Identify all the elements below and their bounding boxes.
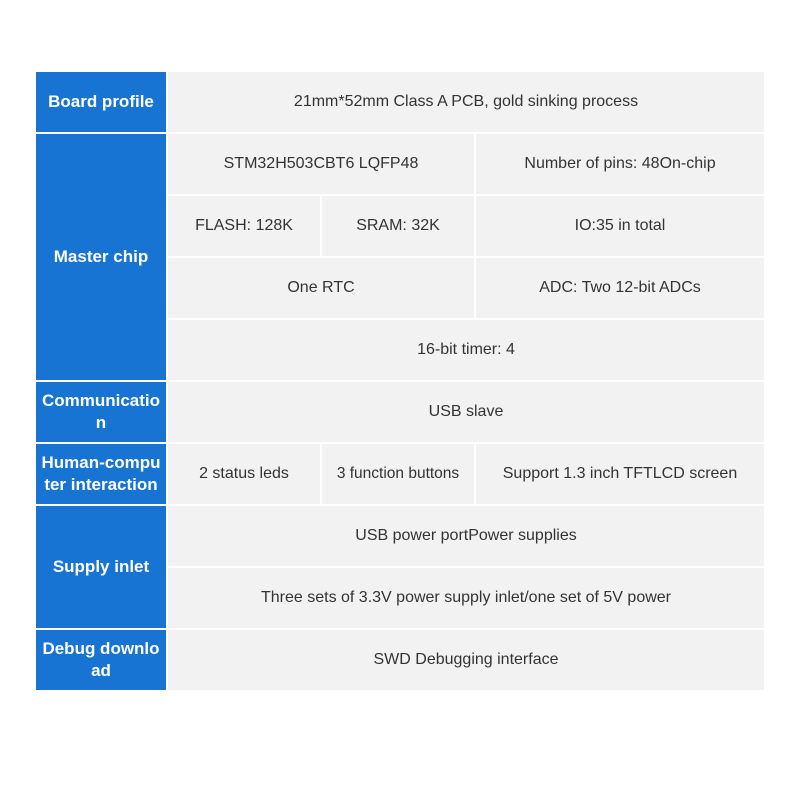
row-master-chip-model — [35, 133, 765, 195]
label-master-chip: Master chip — [35, 133, 167, 381]
hci-leds-cell: 2 status leds — [167, 443, 321, 505]
row-debug — [35, 629, 765, 691]
chip-model-cell: STM32H503CBT6 LQFP48 — [167, 133, 475, 195]
chip-rtc-cell: One RTC — [167, 257, 475, 319]
spec-table — [34, 70, 766, 692]
chip-adc-cell: ADC: Two 12-bit ADCs — [475, 257, 765, 319]
label-debug-download: Debug download — [35, 629, 167, 691]
row-communication — [35, 381, 765, 443]
label-hci: Human-computer interaction — [35, 443, 167, 505]
label-communication: Communication — [35, 381, 167, 443]
supply-usb-cell: USB power portPower supplies — [167, 505, 765, 567]
debug-value: SWD Debugging interface — [167, 629, 765, 691]
chip-timer-cell: 16-bit timer: 4 — [167, 319, 765, 381]
label-board-profile: Board profile — [35, 71, 167, 133]
hci-screen-cell: Support 1.3 inch TFTLCD screen — [475, 443, 765, 505]
row-board-profile — [35, 71, 765, 133]
communication-value: USB slave — [167, 381, 765, 443]
chip-io-cell: IO:35 in total — [475, 195, 765, 257]
hci-buttons-cell: 3 function buttons — [321, 443, 475, 505]
label-supply-inlet: Supply inlet — [35, 505, 167, 629]
row-supply-usb — [35, 505, 765, 567]
chip-sram-cell: SRAM: 32K — [321, 195, 475, 257]
chip-pins-cell: Number of pins: 48On-chip — [475, 133, 765, 195]
row-hci — [35, 443, 765, 505]
chip-flash-cell: FLASH: 128K — [167, 195, 321, 257]
board-profile-value: 21mm*52mm Class A PCB, gold sinking process — [167, 71, 765, 133]
supply-sets-cell: Three sets of 3.3V power supply inlet/one set of 5V power — [167, 567, 765, 629]
